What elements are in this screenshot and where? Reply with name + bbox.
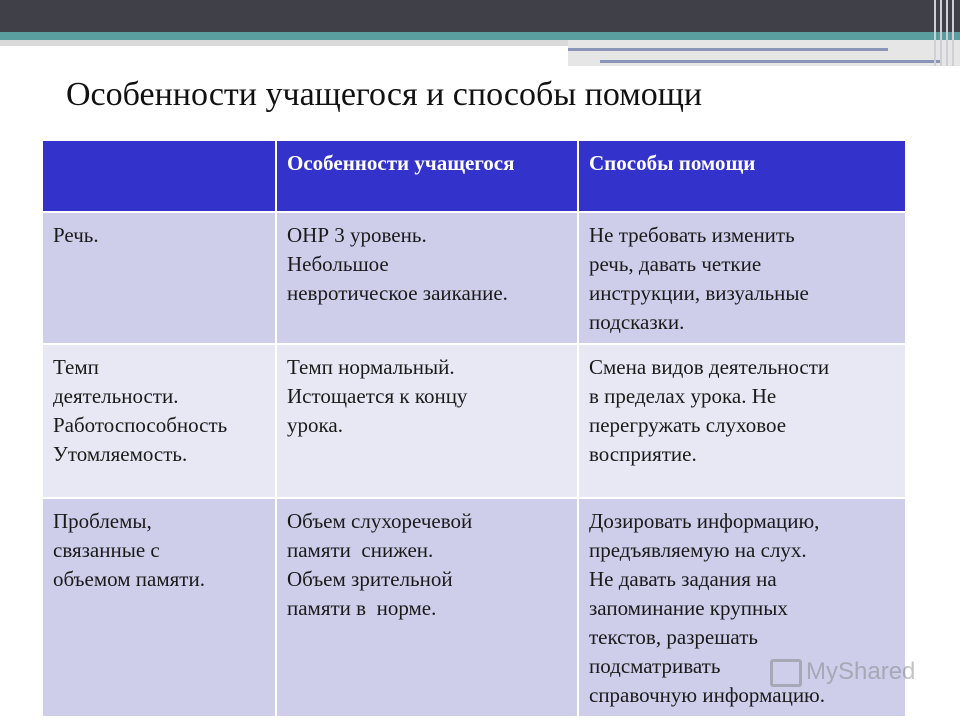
cell-feature: ОНР 3 уровень. Небольшое невротическое заикание. — [276, 212, 578, 344]
top-bar — [0, 0, 960, 32]
decor-rule-bottom — [600, 60, 940, 63]
decor-grey-line — [0, 40, 570, 46]
features-table — [41, 139, 907, 718]
cell-help: Не требовать изменить речь, давать четкие инструкции, визуальные подсказки. — [578, 212, 906, 344]
cell-aspect: Темп деятельности. Работоспособность Утомляемость. — [42, 344, 276, 498]
table-header-row — [42, 140, 906, 212]
header-help: Способы помощи — [578, 140, 906, 212]
table-row — [42, 344, 906, 498]
cell-help: Дозировать информацию, предъявляемую на слух. Не давать задания на запоминание крупных текстов, разрешать подсматривать справочную информацию. — [578, 498, 906, 717]
cell-help: Смена видов деятельности в пределах урока. Не перегружать слуховое восприятие. — [578, 344, 906, 498]
cell-aspect: Речь. — [42, 212, 276, 344]
cell-feature: Объем слухоречевой памяти снижен. Объем зрительной памяти в норме. — [276, 498, 578, 717]
cell-feature: Темп нормальный. Истощается к концу урока. — [276, 344, 578, 498]
watermark: MyShared — [770, 658, 915, 687]
header-empty — [42, 140, 276, 212]
watermark-logo-icon — [770, 659, 802, 687]
accent-line — [0, 32, 960, 40]
decor-rule-top — [568, 48, 888, 51]
header-features: Особенности учащегося — [276, 140, 578, 212]
page-title: Особенности учащегося и способы помощи — [66, 76, 703, 113]
decor-vertical-lines — [928, 0, 960, 66]
table-row — [42, 212, 906, 344]
cell-aspect: Проблемы, связанные с объемом памяти. — [42, 498, 276, 717]
